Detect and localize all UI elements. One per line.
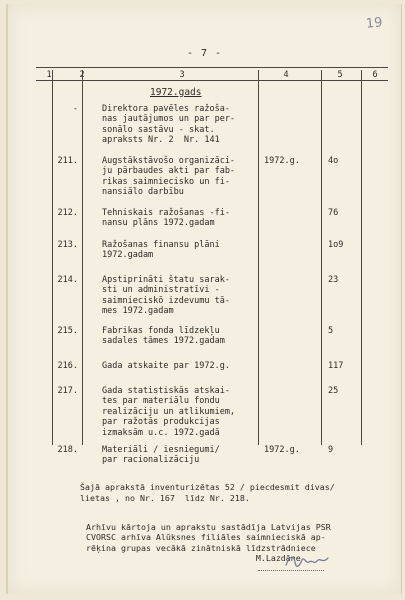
- case-number: 217.: [57, 386, 78, 396]
- case-title: Direktora pavēles ražoša- nas jautājumos un par per- sonālo sastāvu - skat. apraksts Nr. 2 Nr. 141: [102, 104, 236, 146]
- inventory-table: [36, 70, 388, 466]
- sheet-count: 25: [328, 386, 339, 396]
- document-page: [6, 4, 402, 594]
- sheet-count: 117: [328, 361, 344, 371]
- column-header-2: 2: [79, 70, 85, 80]
- column-divider: [321, 70, 322, 445]
- case-title: Gada statistiskās atskai- tes par materiālu fondu realizāciju un atlikumiem, par ražotās produkcijas izmaksām u.c. 1972.gadā: [102, 386, 236, 438]
- column-header-6: 6: [372, 70, 378, 80]
- inventory-summary: Šajā aprakstā inventurizētas 52 / piecdesmit divas/ lietas , no Nr. 167 līdz Nr. 218.: [80, 482, 335, 503]
- signature-line: [258, 570, 324, 571]
- archive-folio-number: 19: [365, 15, 384, 32]
- page-number: - 7 -: [186, 48, 223, 59]
- compiler-note: Arhīvu kārtoja un aprakstu sastādīja Latvijas PSR CVORSC arhīva Alūksnes filiāles saimnieciskā ap- rēķina grupas vecākā zinātniskā līdzstrādniece M.Lazdāne: [86, 522, 331, 564]
- column-header-5: 5: [337, 70, 343, 80]
- case-number: 214.: [57, 275, 78, 285]
- column-header-4: 4: [283, 70, 289, 80]
- case-date: 1972.g.: [264, 156, 300, 166]
- case-title: Gada atskaite par 1972.g.: [102, 361, 230, 371]
- column-header-1: 1: [46, 70, 52, 80]
- case-title: Ražošanas finansu plāni 1972.gadam: [102, 240, 220, 261]
- case-number: -: [72, 104, 78, 114]
- case-number: 216.: [57, 361, 78, 371]
- case-date: 1972.g.: [264, 445, 300, 455]
- case-title: Materiāli / iesniegumi/ par racionalizāciju: [102, 445, 220, 466]
- case-title: Fabrikas fonda līdzekļu sadales tāmes 1972.gadam: [102, 326, 225, 347]
- sheet-count: 76: [328, 208, 339, 218]
- sheet-count: 9: [328, 445, 334, 455]
- case-number: 212.: [57, 208, 78, 218]
- table-top-rule: [36, 67, 388, 68]
- case-number: 211.: [57, 156, 78, 166]
- column-divider: [82, 70, 83, 445]
- sheet-count: 23: [328, 275, 339, 285]
- sheet-count: 1o9: [328, 240, 344, 250]
- handwritten-signature: [284, 552, 330, 570]
- year-heading: 1972.gads: [150, 87, 202, 98]
- case-number: 213.: [57, 240, 78, 250]
- header-rule: [36, 80, 388, 81]
- case-number: 218.: [57, 445, 78, 455]
- sheet-count: 5: [328, 326, 334, 336]
- case-title: Apstiprināti štatu sarak- sti un administratīvi - saimnieciskō izdevumu tā- mes 1972.gadam: [102, 275, 230, 317]
- column-header-3: 3: [179, 70, 185, 80]
- case-title: Tehniskais ražošanas -fi- nansu plāns 1972.gadam: [102, 208, 230, 229]
- case-title: Augstākstāvošo organizāci- ju pārbaudes akti par fab- rikas saimniecisko un fi- nansiālo darbību: [102, 156, 236, 198]
- sheet-count: 4o: [328, 156, 339, 166]
- case-number: 215.: [57, 326, 78, 336]
